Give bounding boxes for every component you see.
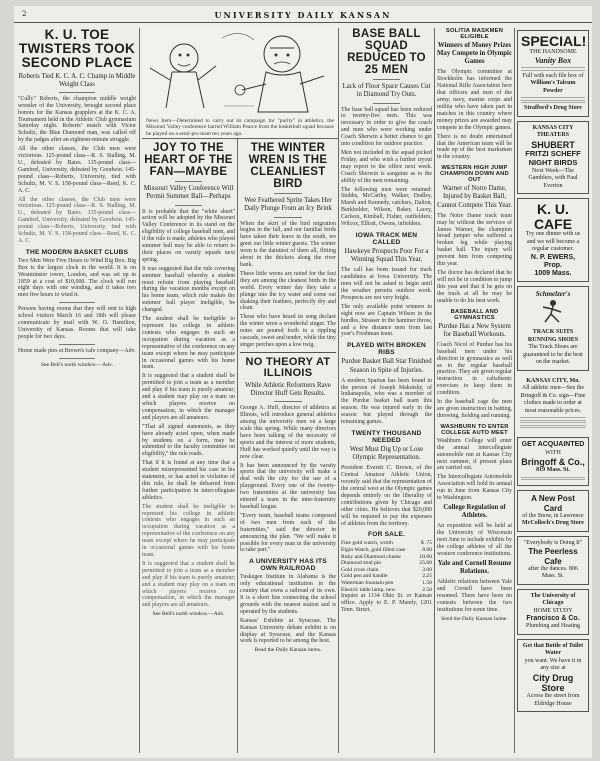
ad-fine-print [520, 417, 586, 428]
subhead-for-sale: FOR SALE. [368, 531, 405, 539]
for-sale-item: Gold pen and handle [341, 573, 388, 580]
for-sale-price: 1.50 [422, 580, 432, 587]
advert-line: Read the Daily Kansan items. [254, 647, 322, 654]
ad-line: of the Snow, in Lawrence [522, 512, 584, 519]
ad-line: The Track Shoes are guaranteed to be the best on the market. [523, 344, 583, 366]
ad-peerless-cafe [517, 536, 589, 585]
for-sale-item: Elgin Watch, gold filled case [341, 547, 406, 554]
ad-schmelzer [517, 286, 589, 371]
article-paragraph: President Everett C. Brown, of the Central Amateur Athletic Union, recently said that the representation of the central west at the Olympic games depends entirely on the liberality of contributions given by Chicago and other cities. He believes that $20,000 will be required to pay the expenses of athletes from the territory. [341, 465, 432, 527]
for-sale-price: 2.25 [422, 573, 432, 580]
ad-line: NIGHT BIRDS [528, 157, 578, 167]
article-paragraph: All the other classes, the Club men were victorious. 125-pound class—R. S. Stalling, M. U., defeated by Bates. 135-pound class—Gambrel, University, defeated by Goodwin. 145-pound class—Roberts, University, tied with Schultz, M. V. S. 158-pound class—Reed, K. C. A. C. [18, 196, 136, 244]
ad-fine-print [521, 97, 585, 103]
for-sale-item: Waterman fountain pen [341, 580, 394, 587]
ad-bringoff [517, 437, 589, 486]
for-sale-row [341, 560, 432, 567]
divider [59, 358, 94, 359]
masthead [14, 10, 592, 23]
headline-toe-twisters: K. U. TOE TWISTERS TOOK SECOND PLACE [18, 28, 136, 71]
article-paragraph: Coach Nicol of Purdue has his baseball men under his direction in gymnastics as well as in the regular baseball practice. They are given regular instruction in calisthenic exercises to keep them in condition. [437, 341, 512, 397]
headline-baseball-gymnastics: BASEBALL AND GYMNASTICS [450, 308, 499, 321]
headline-washburn: WASHBURN TO ENTER COLLEGE AUTO MEET [440, 423, 509, 436]
ad-line: SHUBERT [531, 139, 575, 150]
article-paragraph: The Notre Dame track team may be without the services of James Warner, the champion broad jumper who suffered a broken leg while playing basket ball. The injury will prevent him from competing this year. [437, 212, 512, 268]
article-paragraph: The Intercollegiate Automobile Association will hold its annual run in June from Kansas City to Washington. [437, 474, 512, 502]
article-paragraph: The Olympic committee at Stockholm has informed the National Rifle Association here that officers and men of the army, navy, marine corps and militia who have taken part in matches in this country where money prizes are awarded may compete in the Olympic games. [437, 69, 512, 131]
article-paragraph: The student shall be ineligible to represent his college in athletic contests who engages in such an occupation during vacation as a representative of the conference on any team except where he may participate in occasional games with his home team. [142, 316, 235, 371]
ad-title: Get that Bottle of Toilet Water [522, 642, 584, 657]
cartoon-caption: News Item—Determined to carry out its campaign for "purity" in athletics, the Missouri Valley conference barred William Pearce from the basketball squad because he played on a semi-pro team ten years ago. [146, 118, 334, 137]
ad-line: N. P. EWERS, Prop. [530, 253, 576, 269]
article-paragraph: It has been announced by the varsity sports that the university will make a deal with the city for the use of a playground. Every one of the twenty-two fraternities at the university has entered a team in the inter-fraternity baseball league. [240, 462, 336, 510]
ad-line: Across the street from Eldridge House [526, 693, 580, 707]
for-sale-price: 2.50 [422, 586, 432, 593]
ad-line: THE HANDSOME [529, 48, 577, 55]
ad-title: GET ACQUAINTED [521, 441, 585, 449]
divider [175, 181, 203, 182]
headline-maskmen: SOLITIA MASKMEN ELIGIBLE [445, 28, 504, 40]
for-sale-price: 8.00 [422, 547, 432, 554]
divider [175, 205, 203, 206]
ad-line: Plumbing and Heating [526, 623, 580, 630]
deck-hawkeye: Hawkeye Prospects Poor For a Winning Squad This Year. [344, 247, 429, 264]
headline-winter-wren: THE WINTER WREN IS THE CLEANLIEST BIRD [248, 142, 328, 191]
article-paragraph: A modern Spartan has been found in the person of Joseph Makutsky, of Indianapolis, who was a member of the Purdue basket ball team this season. He was injured early in the season but played through the remaining games. [341, 377, 432, 426]
headline-base-ball-squad: BASE BALL SQUAD REDUCED TO 25 MEN [347, 28, 426, 77]
ad-post-card [517, 490, 589, 531]
for-sale-row [341, 580, 432, 587]
divider [274, 193, 303, 194]
for-sale-item: Diamond stud pin [341, 560, 382, 567]
article-paragraph: It is suggested that a student shall be permitted to join a team as a member and play if his team is purely amateur; and a student may play on a team on which players receive no compensation, in which the manager and players are all amateurs. [142, 373, 235, 421]
ad-title: The University of Chicago [530, 592, 576, 607]
subhead-yale-cornell: Yale and Cornell Resume Relations. [437, 559, 512, 575]
divider [240, 352, 336, 353]
article-paragraph: When the skirt of the bird migration begins in the fall, and our familiar birds have taken their leave in the south, we greet our little winter guests. The winter wren is the daintiest of them all, flitting about in the thickets along the river bank. [240, 220, 336, 268]
column-5 [437, 28, 512, 753]
ad-title: A New Post Card [531, 494, 575, 513]
column-6-ads [517, 28, 589, 753]
ad-kansas-city [517, 375, 589, 434]
ad-line: KANSAS CITY THEATERS [532, 124, 574, 139]
ad-line: TRACK SUITS [532, 329, 574, 336]
ad-city-drug-store [517, 639, 589, 713]
column-rule [514, 28, 515, 753]
ad-title: KANSAS CITY, Mo. [526, 377, 580, 384]
divider [373, 103, 400, 104]
runner-icon [533, 298, 573, 324]
ad-line: FRITZI SCHEFF [525, 149, 581, 159]
ad-line: RUNNING SHOES [527, 336, 579, 343]
ad-line: you want. We have it in any size at [524, 657, 582, 672]
ad-line: Strafford's Drug Store [524, 105, 582, 112]
article-paragraph: The only available point winners in sight now are Captain Wilson in the hurdles, Strasser in the hammer throw, and a few distance men from last year's Freshman team. [341, 303, 432, 338]
divider [274, 401, 303, 402]
ad-line: William's Talcum Powder [530, 80, 576, 94]
ad-line: All athletic men—See the Bringoff & Co. sign—Fine clothes made to order at most reasonable prices. [520, 385, 586, 414]
for-sale-price: 25.00 [419, 560, 432, 567]
for-sale-item: Ruby and Diamond cluster [341, 553, 402, 560]
article-paragraph: "That all signed statements, as they have already acted upon, when made by students on a form, may be submitted to the faculty committee on eligibility," the rule reads. [142, 423, 235, 458]
for-sale-row [341, 587, 432, 594]
article-paragraph: The call has been issued for track candidates at Iowa University. The men will not be asked to begin until the weather permits outdoor work. Prospects are not very bright. [341, 267, 432, 301]
ad-title: K. U. CAFE [533, 201, 573, 232]
divider [59, 344, 94, 345]
article-paragraph: All the other classes, the Club men were victorious. 125-pound class—R. S. Stalling, M. U., defeated by Bates. 135-pound class—Gambrel, University, defeated by Goodwin. 145-pound class—Roberts, University, tied with Schultz, M. V. S. 158-pound class—Reed, K. C. A. C. [18, 146, 136, 194]
deck-winter-wren: Wee Feathered Sprite Takes Her Daily Plunge From an Icy Brink [244, 197, 332, 213]
column-rule [237, 139, 238, 753]
subhead-railroad: A UNIVERSITY HAS ITS OWN RAILROAD [249, 558, 327, 573]
article-paragraph: These little wrens are noted for the fact they are among the cleanest birds in the world. Every winter day they take a plunge into the icy water and come out shaking their feathers, perfectly dry and clean. [240, 270, 336, 312]
advert-line: See Bell's north window.—Adv. [152, 611, 225, 618]
article-paragraph: It was suggested that the rule covering summer baseball whereby a student must refrain from playing baseball during the vacation months except on his home team, which rule makes the summer ball player ineligible, be changed. [142, 265, 235, 314]
article-paragraph: Kansas' Exhibits at Syracuse. The Kansas University debate exhibit is on display at Syracuse, and the Kansas work is reported to be among the best. [240, 617, 336, 645]
article-paragraph: The student shall be ineligible to represent his college in athletic contests who engages in such an occupation during vacation as a representative of the conference on any team except where he may participate in occasional games with his home team. [142, 503, 235, 558]
article-paragraph: In the baseball cage the men are given instruction in batting, throwing, fielding and running. [437, 399, 512, 419]
article-paragraph: Two Men Were Five Hours to Wind Big Box. Big Box is the largest clock in the world. It is on Westminster tower, London, and was set up in 1859 at a cost of $10,000. The clock will run eight days with one winding, and it takes two men five hours to wind it. [18, 257, 136, 299]
column-2 [142, 142, 235, 753]
subhead-broken-ribs: PLAYED WITH BROKEN RIBS [347, 342, 426, 357]
ad-title: Schmelzer's [535, 290, 571, 299]
ad-line: 1009 Mass. [534, 270, 572, 278]
ad-shubert-theater [517, 121, 589, 194]
for-sale-row [341, 554, 432, 561]
advert-line: Send the Daily Kansan home. [441, 615, 508, 622]
deck-summer-ball: Missouri Valley Conference Will Permit Summer Ball—Perhaps [143, 185, 234, 201]
ad-line: Try one dinner with us and we will become a regular customer. [525, 231, 581, 253]
article-paragraph: Inquire at 1134 Ohio St. or Kansan office. Apply to E. P. Mundy, 1201 Tenn. Street. [341, 593, 432, 614]
article-paragraph: "Every team, baseball teams composed of two men from each of the fraternities," said the director in announcing the plan. "We will make it possible for every man in the university to take part." [240, 512, 336, 554]
article-paragraph: The doctor has declared that he will not be in condition to jump this year and that if he gets on the track at all he may be unable to do his best work. [437, 269, 512, 304]
divider [274, 217, 303, 218]
divider [59, 302, 94, 303]
for-sale-list [341, 540, 432, 593]
ad-line: Bringoff & Co., [521, 457, 585, 467]
cartoon-illustration-icon [142, 28, 338, 114]
ad-title: SPECIAL! [521, 33, 587, 49]
column-rule [338, 28, 339, 753]
ad-line: Next Week—The Gamblers, with Paul Everton [528, 167, 578, 189]
for-sale-item: Fine gold watch, worth [341, 540, 393, 547]
article-paragraph: The base ball squad has been reduced to twenty-five men. This was necessary in order to give the coach and men who were working under Coach Sherwin a better chance to get into condition for outdoor practice. [341, 106, 432, 148]
article-paragraph: Tuskegee Institute in Alabama is the only educational institution in the country that owns a railroad of its own. It is a short line connecting the school grounds with the nearest station and is operated by the students. [240, 574, 336, 615]
deck-roberts: Roberts Tied K. C. A. C. Champ in Middle Weight Class [18, 72, 136, 88]
article-paragraph: Men not included in the squad picked Friday, and who wish a further tryout may report to the office next week. Coach Sherwin is sanguine as to the ability of the men remaining. [341, 150, 432, 184]
article-paragraph: "Cully" Roberts, the champion middle weight wrestler of the University, brought second place honors for the Kansas grapplers at the K. C. A. Tournament held in the Athletic Club gymnasium Saturday night. Roberts' match with Victor Schultz, the Blue Diamond man, was called off by the judges after an eighteen-minute struggle. [18, 95, 136, 144]
deck-notre-dame: Warner of Notre Dame, Injured by Basket Ball, Cannot Compete This Year. [437, 185, 512, 209]
ad-ku-cafe [517, 198, 589, 282]
headline-no-theory: NO THEORY AT ILLINOIS [245, 355, 331, 380]
for-sale-price: $ .75 [420, 540, 432, 547]
subhead-twenty-thousand: TWENTY THOUSAND NEEDED [351, 430, 422, 444]
for-sale-price: 3.00 [422, 566, 432, 573]
article-paragraph: Those who have heard its song declare the winter wren a wonderful singer. The notes are poured forth in a rippling cascade, sweet and tender, while the tiny singer perches upon a low twig. [240, 314, 336, 348]
article-paragraph: George A. Huff, director of athletics at Illinois, will introduce general athletics among the university men on a large scale this spring. While many directors have been talking of the necessity of sports and the interest of more students, Huff has worked quietly until the way is now clear. [240, 405, 336, 460]
deck-money-prizes: Winners of Money Prizes May Compete in Olympic Games [437, 42, 512, 66]
for-sale-item: Gold cross chain [341, 566, 379, 573]
article-paragraph: Home made pies at Brown's cafe company—Adv. [18, 347, 136, 354]
ad-line: after the dances. 806 Mass. St. [528, 565, 578, 580]
deck-floor-space: Lack of Floor Space Causes Cut in Diamond Try Outs. [342, 83, 431, 99]
ad-line: McColloch's Drug Store [522, 520, 584, 527]
ad-fine-print [521, 67, 585, 71]
ad-vanity-box [517, 30, 589, 117]
article-paragraph: Washburn College will enter the annual intercollegiate automobile run at Kansas City next summer, if present plans are carried out. [437, 437, 512, 472]
deck-olympic: West Must Dig Up or Lose Olympic Representation. [349, 446, 424, 462]
article-paragraph: It is suggested that a student shall be permitted to join a team as a member and play if his team is purely amateur; and a student may play on a team on which players receive no compensation, in which the manager and players are all amateurs. [142, 560, 235, 609]
ad-title: The Peerless Cafe [528, 547, 578, 566]
for-sale-price: 10.00 [419, 553, 432, 560]
ad-chicago-francisco [517, 589, 589, 635]
ad-line: "Everybody is Doing It" [523, 539, 583, 546]
for-sale-row [341, 567, 432, 574]
ad-fine-print [521, 477, 585, 481]
ad-line: 819 Mass. St. [536, 467, 570, 474]
article-paragraph: Athletic relations between Yale and Cornell have been resumed. There have been no contests between the two institutions for some time. [437, 579, 512, 613]
deck-huff: While Athletic Reformers Rave Director Huff Gets Results. [245, 381, 331, 398]
column-4 [341, 28, 432, 753]
divider [373, 79, 400, 80]
for-sale-item: Electric table lamp, new [341, 586, 396, 593]
column-1 [18, 28, 136, 753]
newspaper-page [14, 6, 592, 758]
ad-line: WITH [545, 449, 561, 456]
page-number-left: 2 [22, 10, 27, 18]
ad-line: Francisco & Co. [526, 615, 580, 623]
column-rule [139, 28, 140, 753]
ad-line: Full with each file box of [522, 72, 584, 79]
article-paragraph: The following men were retained: Stubbs, McCarthy, Walker, Dudley, Marsh and Kennedy, catchers, Dalton, Burkholder, Wilson, Baker, Lacey, Carlson, Kimball, Fisher, outfielders; Wilcox, Elliott, Owens, infielders. [341, 186, 432, 228]
headline-high-jump: WESTERN HIGH JUMP CHAMPION DOWN AND OUT [440, 165, 509, 184]
headline-joy-to-heart: JOY TO THE HEART OF THE FAN—MAYBE [144, 142, 233, 179]
ad-line: Vanity Box [534, 56, 572, 66]
deck-purdue-star: Purdue Basket Ball Star Finished Season in Spite of Injuries. [341, 358, 432, 374]
for-sale-row [341, 547, 432, 554]
article-paragraph: There is no doubt entertained that the American team will be made up of the best marksmen in the country. [437, 133, 512, 161]
subhead-iowa-track: IOWA TRACK MEN CALLED [355, 231, 418, 246]
subhead-basket-clubs: THE MODERN BASKET CLUBS [25, 248, 129, 256]
article-paragraph: Persons having rooms that they will rent to high school visitors March 16 and 18th will please communicate by mail with W. O. Hamilton, University of Kansas. Rooms that will take people for two days. [18, 306, 136, 340]
divider [59, 92, 94, 93]
editorial-cartoon [142, 28, 338, 139]
advert-line: See Bell's north window.—Adv. [41, 361, 113, 368]
article-paragraph: That if it is found at any time that a student misrepresented his case in his statement, or has acted in violation of this rule, he shall be debarred from further participation in intercollegiate athletics. [142, 460, 235, 501]
column-rule [434, 28, 435, 753]
deck-purdue-system: Purdue Has a New System for Baseball Workouts. [438, 322, 511, 338]
article-paragraph: An exposition will be held at the University of Wisconsin next June to include exhibits by the college athletes of all the western conference institutions. [437, 523, 512, 557]
article-paragraph: It is probable that the "white sheet" action will be adopted by the Missouri Valley Conference in its stand on the eligibility of college baseball men, and if the rule is made, athletes who played summer ball may be able to return to their places on varsity squads next spring. [142, 208, 235, 263]
column-3 [240, 142, 336, 753]
subhead-regulation: College Regulation of Athletes. [443, 503, 506, 520]
newspaper-title: UNIVERSITY DAILY KANSAN [214, 10, 392, 20]
ad-line: HOME STUDY [533, 607, 573, 614]
ad-line: City Drug Store [532, 672, 574, 694]
